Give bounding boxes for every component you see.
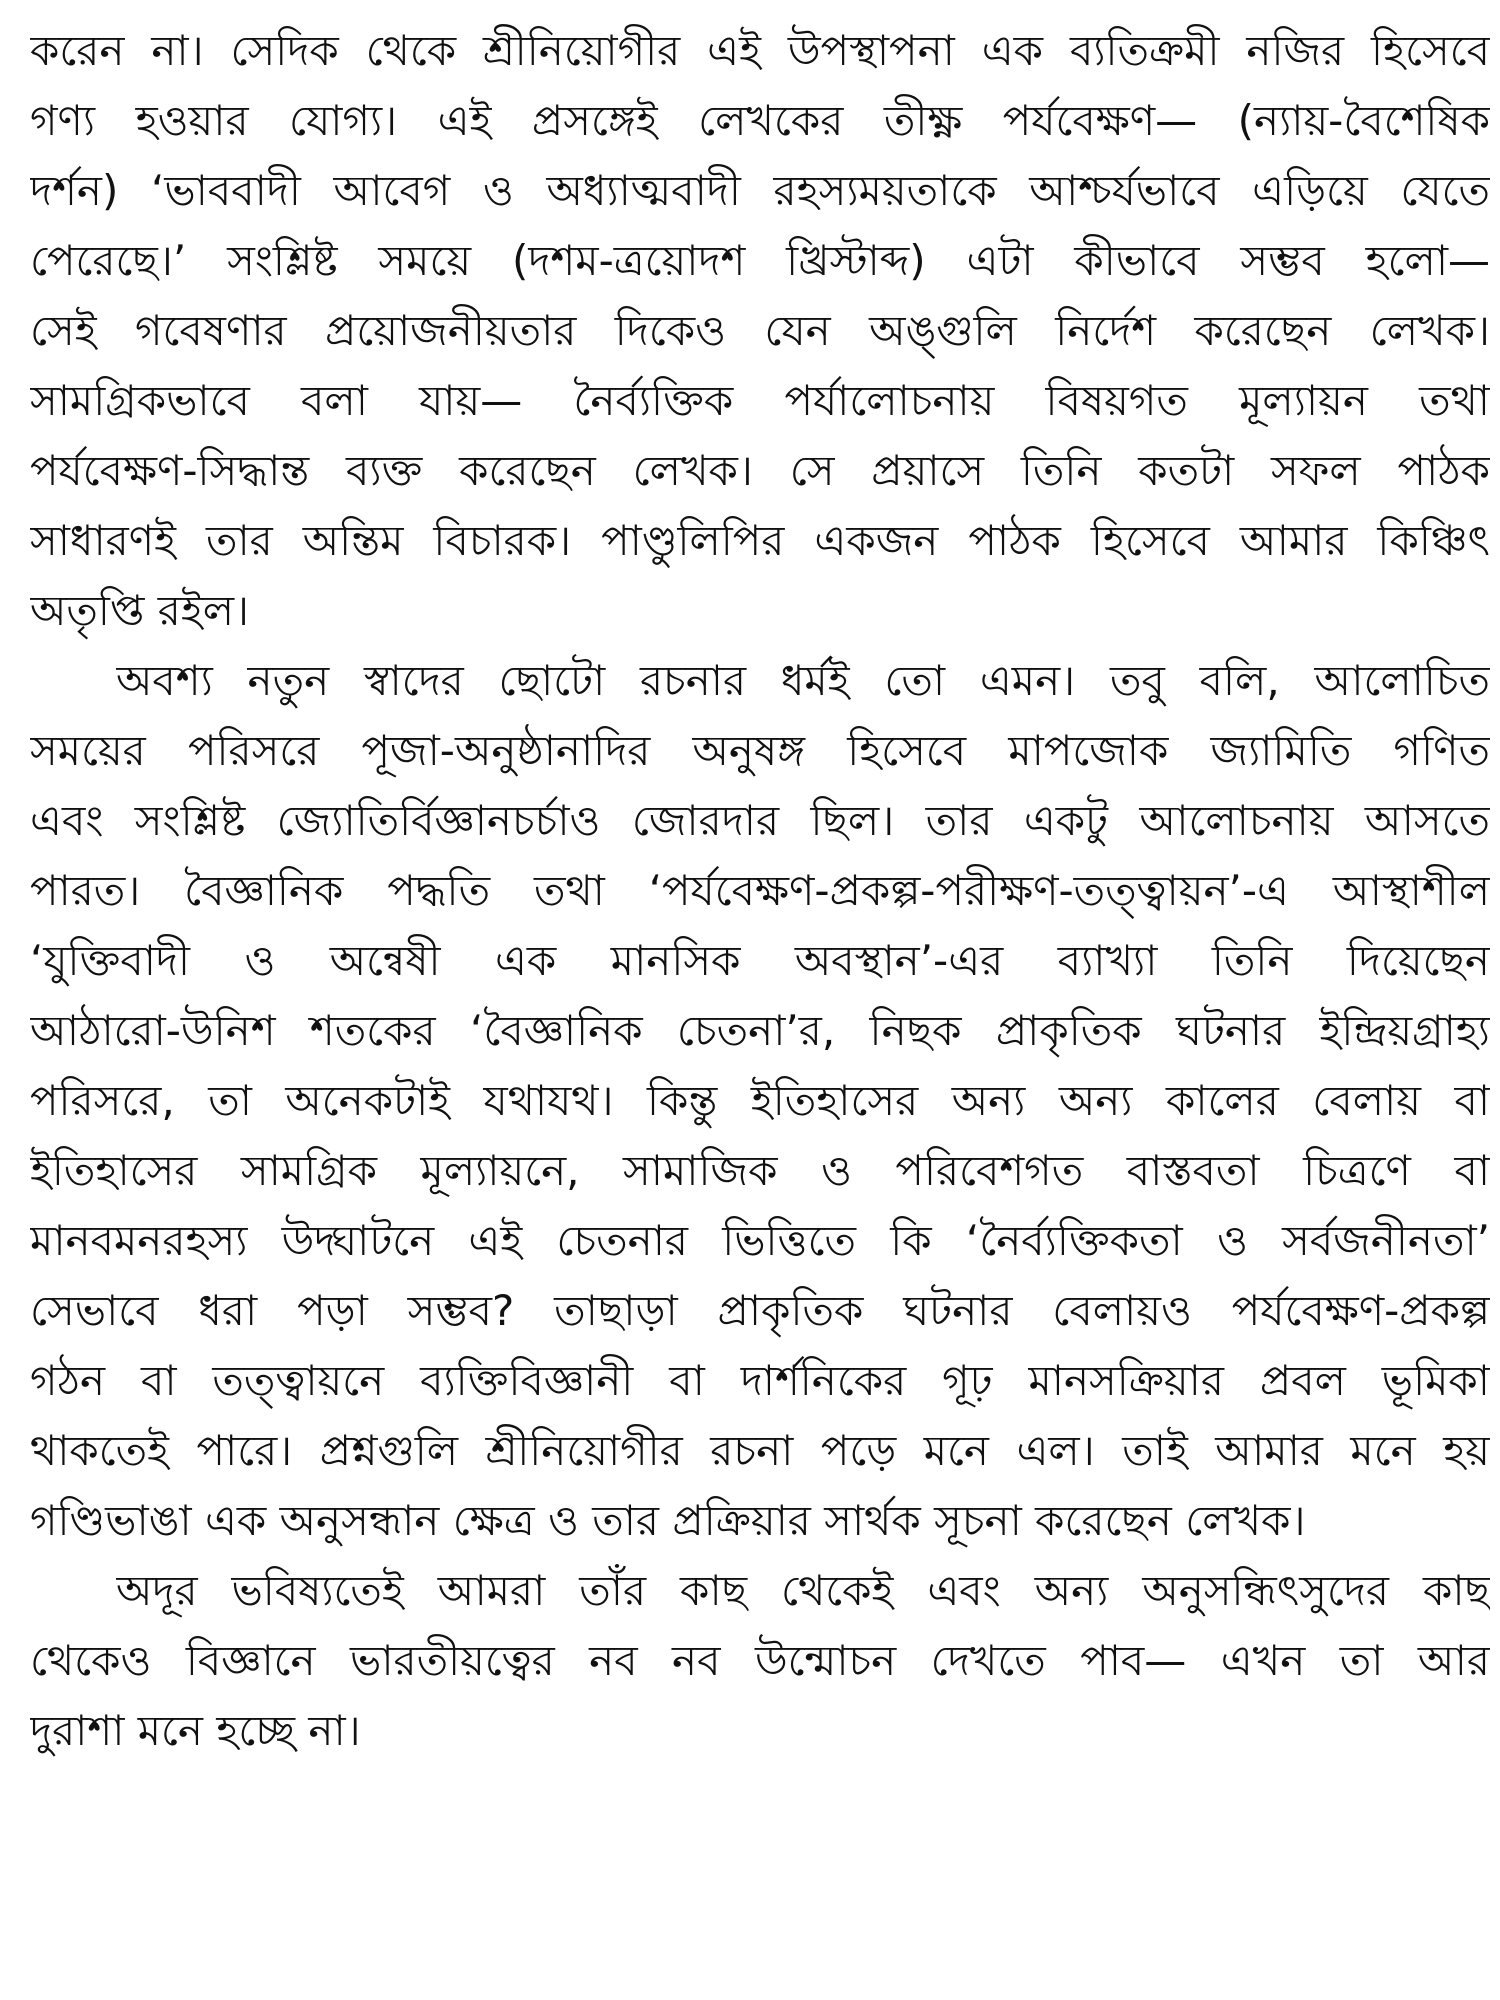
text-line: সময়ের পরিসরে পূজা-অনুষ্ঠানাদির অনুষঙ্গ হিসেবে মাপজোক জ্যামিতি গণিত	[30, 726, 1490, 775]
text-line: অবশ্য নতুন স্বাদের ছোটো রচনার ধর্মই তো এমন। তবু বলি, আলোচিত	[116, 656, 1490, 705]
text-line: ইতিহাসের সামগ্রিক মূল্যায়নে, সামাজিক ও পরিবেশগত বাস্তবতা চিত্রণে বা	[30, 1146, 1490, 1195]
text-line: দুরাশা মনে হচ্ছে না।	[30, 1706, 361, 1755]
text-line: পরিসরে, তা অনেকটাই যথাযথ। কিন্তু ইতিহাসের অন্য অন্য কালের বেলায় বা	[30, 1076, 1490, 1125]
text-line: গণ্য হওয়ার যোগ্য। এই প্রসঙ্গেই লেখকের তীক্ষ্ণ পর্যবেক্ষণ— (ন্যায়-বৈশেষিক	[30, 96, 1490, 145]
text-line: গণ্ডিভাঙা এক অনুসন্ধান ক্ষেত্র ও তার প্রক্রিয়ার সার্থক সূচনা করেছেন লেখক।	[30, 1496, 1306, 1545]
text-line: সেই গবেষণার প্রয়োজনীয়তার দিকেও যেন অঙ্গুলি নির্দেশ করেছেন লেখক।	[30, 306, 1490, 355]
text-line: ‘যুক্তিবাদী ও অন্বেষী এক মানসিক অবস্থান’-এর ব্যাখ্যা তিনি দিয়েছেন	[30, 936, 1490, 985]
text-line: দর্শন) ‘ভাববাদী আবেগ ও অধ্যাত্মবাদী রহস্যময়তাকে আশ্চর্যভাবে এড়িয়ে যেতে	[30, 166, 1490, 215]
text-line: থাকতেই পারে। প্রশ্নগুলি শ্রীনিয়োগীর রচনা পড়ে মনে এল। তাই আমার মনে হয়	[30, 1426, 1490, 1475]
text-line: অদূর ভবিষ্যতেই আমরা তাঁর কাছ থেকেই এবং অন্য অনুসন্ধিৎসুদের কাছ	[116, 1566, 1490, 1615]
text-line: পেরেছে।’ সংশ্লিষ্ট সময়ে (দশম-ত্রয়োদশ খ্রিস্টাব্দ) এটা কীভাবে সম্ভব হলো—	[30, 236, 1490, 285]
text-line: অতৃপ্তি রইল।	[30, 586, 250, 635]
text-line: করেন না। সেদিক থেকে শ্রীনিয়োগীর এই উপস্থাপনা এক ব্যতিক্রমী নজির হিসেবে	[30, 26, 1490, 75]
text-line: এবং সংশ্লিষ্ট জ্যোতির্বিজ্ঞানচর্চাও জোরদার ছিল। তার একটু আলোচনায় আসতে	[30, 796, 1490, 845]
text-line: পারত। বৈজ্ঞানিক পদ্ধতি তথা ‘পর্যবেক্ষণ-প্রকল্প-পরীক্ষণ-তত্ত্বায়ন’-এ আস্থাশীল	[30, 866, 1490, 915]
page-body	[30, 16, 1490, 1986]
text-line: গঠন বা তত্ত্বায়নে ব্যক্তিবিজ্ঞানী বা দার্শনিকের গূঢ় মানসক্রিয়ার প্রবল ভূমিকা	[30, 1356, 1490, 1405]
text-line: সামগ্রিকভাবে বলা যায়— নৈর্ব্যক্তিক পর্যালোচনায় বিষয়গত মূল্যায়ন তথা	[30, 376, 1490, 425]
text-line: মানবমনরহস্য উদ্ঘাটনে এই চেতনার ভিত্তিতে কি ‘নৈর্ব্যক্তিকতা ও সর্বজনীনতা’	[30, 1216, 1490, 1265]
text-line: সাধারণই তার অন্তিম বিচারক। পাণ্ডুলিপির একজন পাঠক হিসেবে আমার কিঞ্চিৎ	[30, 516, 1490, 565]
text-line: পর্যবেক্ষণ-সিদ্ধান্ত ব্যক্ত করেছেন লেখক। সে প্রয়াসে তিনি কতটা সফল পাঠক	[30, 446, 1490, 495]
text-line: সেভাবে ধরা পড়া সম্ভব? তাছাড়া প্রাকৃতিক ঘটনার বেলায়ও পর্যবেক্ষণ-প্রকল্প	[30, 1286, 1490, 1335]
text-line: আঠারো-উনিশ শতকের ‘বৈজ্ঞানিক চেতনা’র, নিছক প্রাকৃতিক ঘটনার ইন্দ্রিয়গ্রাহ্য	[30, 1006, 1490, 1055]
text-line: থেকেও বিজ্ঞানে ভারতীয়ত্বের নব নব উন্মোচন দেখতে পাব— এখন তা আর	[30, 1636, 1490, 1685]
